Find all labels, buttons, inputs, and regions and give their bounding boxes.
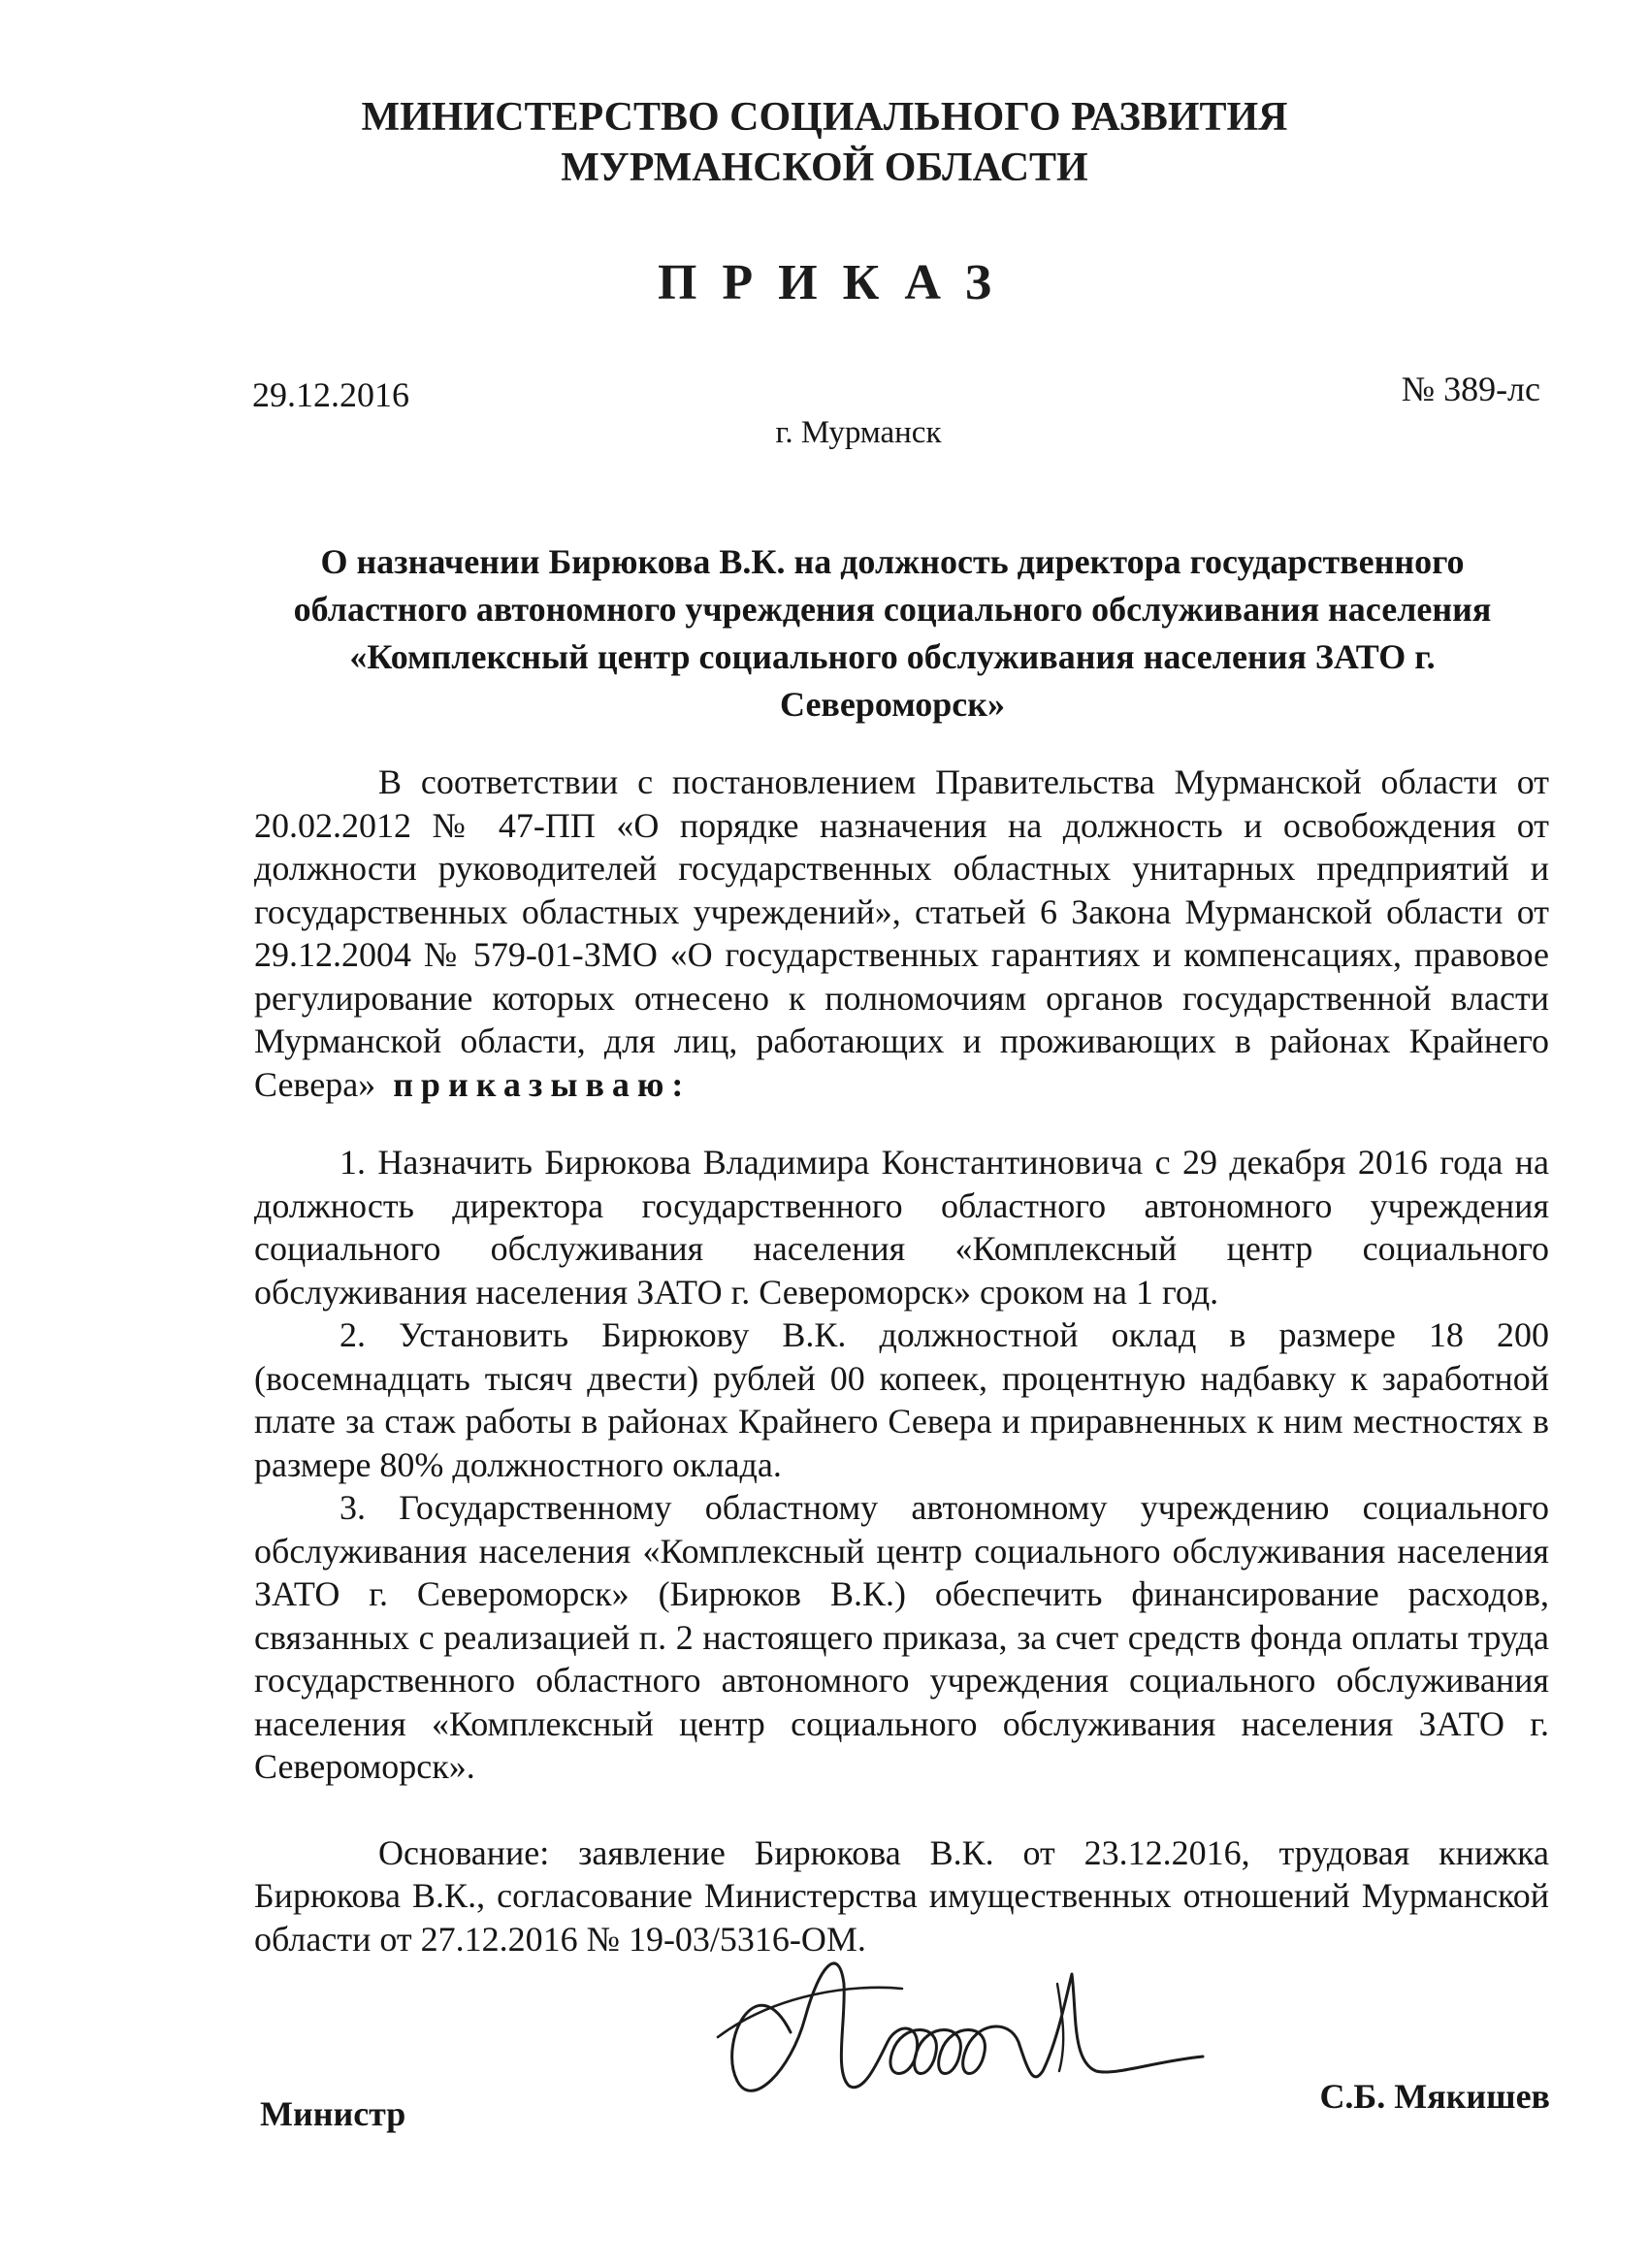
order-item-2: 2. Установить Бирюкову В.К. должностной оклад в размере 18 200 (восемнадцать тысяч двести) рублей 00 копеек, процентную надбавку к заработной плате за стаж работы в районах Крайнего Севера и приравненных к ним местностях в размере 80% должностного оклада.: [254, 1315, 1549, 1484]
signatory-name: С.Б. Мякишев: [1319, 2077, 1550, 2116]
preamble-paragraph: [254, 761, 1549, 1106]
ministry-name-line1: МИНИСТЕРСТВО СОЦИАЛЬНОГО РАЗВИТИЯ: [361, 95, 1288, 140]
preamble-text: В соответствии с постановлением Правительства Мурманской области от 20.02.2012 № 47-ПП «О порядке назначения на должность и освобождения от должности руководителей государственных областных унитарных предприятий и государственных областных учреждений», статьей 6 Закона Мурманской области от 29.12.2004 № 579-01-ЗМО «О государственных гарантиях и компенсациях, правовое регулирование которых отнесено к полномочиям органов государственной власти Мурманской области, для лиц, работающих и проживающих в районах Крайнего Севера»: [254, 762, 1549, 1104]
signatory-title: Министр: [260, 2094, 406, 2133]
order-word: приказываю:: [393, 1064, 692, 1104]
document-type-title: ПРИКАЗ: [657, 255, 1018, 310]
ministry-header: [0, 92, 1649, 193]
order-item-1: 1. Назначить Бирюкова Владимира Константиновича с 29 декабря 2016 года на должность директора государственного областного автономного учреждения социального обслуживания населения «Комплексный центр социального обслуживания населения ЗАТО г. Североморск» сроком на 1 год.: [254, 1143, 1549, 1312]
basis-paragraph: Основание: заявление Бирюкова В.К. от 23.12.2016, трудовая книжка Бирюкова В.К., согласование Министерства имущественных отношений Мурманской области от 27.12.2016 № 19-03/5316-ОМ.: [254, 1832, 1549, 1959]
order-date: 29.12.2016: [252, 375, 409, 414]
order-subject: О назначении Бирюкова В.К. на должность директора государственного областного автономного учреждения социального обслуживания населения «Комплексный центр социального обслуживания населения ЗАТО г. Североморск»: [293, 542, 1492, 724]
handwritten-signature: [698, 1926, 1222, 2120]
order-item-3: 3. Государственному областному автономному учреждению социального обслуживания населения «Комплексный центр социального обслуживания населения ЗАТО г. Североморск» (Бирюков В.К.) обеспечить финансирование расходов, связанных с реализацией п. 2 настоящего приказа, за счет средств фонда оплаты труда государственного областного автономного учреждения социального обслуживания населения «Комплексный центр социального обслуживания населения ЗАТО г. Североморск».: [254, 1488, 1549, 1786]
order-number: № 389-лс: [1401, 370, 1540, 408]
ministry-name-line2: МУРМАНСКОЙ ОБЛАСТИ: [561, 146, 1088, 190]
order-body: [254, 761, 1549, 1960]
order-city: г. Мурманск: [775, 415, 942, 450]
